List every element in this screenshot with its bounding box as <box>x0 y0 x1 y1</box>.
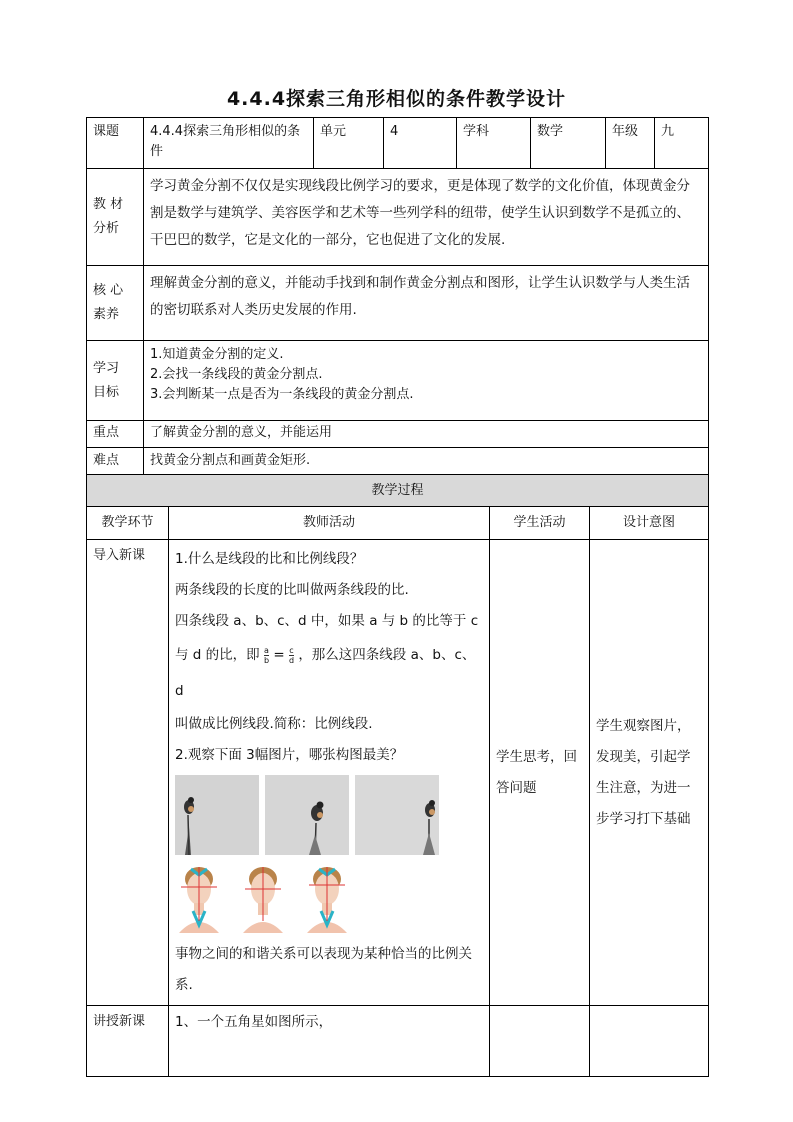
fraction-c-d <box>289 646 294 665</box>
col-stage: 教学环节 <box>87 507 169 540</box>
core-label <box>87 266 144 341</box>
equals: = <box>273 647 285 663</box>
core-label-2: 素养 <box>93 307 120 322</box>
purpose-new <box>590 1006 709 1077</box>
process-table <box>86 474 709 1077</box>
question-2: 2.观察下面 3幅图片，哪张构图最美？ <box>175 747 404 763</box>
fraction-a-b <box>264 646 269 665</box>
stage-intro: 导入新课 <box>87 540 169 1006</box>
goal-item: 1.知道黄金分割的定义. <box>150 347 284 362</box>
teacher-activity-intro <box>169 540 490 1006</box>
numerator: c <box>289 645 294 655</box>
paragraph-with-formula <box>175 637 483 709</box>
goals-label <box>87 341 144 421</box>
denominator: b <box>263 655 270 665</box>
col-teacher: 教师活动 <box>169 507 490 540</box>
difficulty-text: 找黄金分割点和画黄金矩形. <box>144 448 709 476</box>
analysis-label-2: 分析 <box>93 221 120 236</box>
col-purpose: 设计意图 <box>590 507 709 540</box>
analysis-label-1: 教 材 <box>93 197 124 212</box>
bird-images <box>175 775 483 855</box>
unit-value: 4 <box>384 118 457 169</box>
paragraph: 四条线段 a、b、c、d 中，如果 a 与 b 的比等于 c <box>175 613 479 629</box>
bird-photo-3 <box>355 775 439 855</box>
process-header: 教学过程 <box>87 475 709 507</box>
analysis-label <box>87 169 144 266</box>
paragraph: 事物之间的和谐关系可以表现为某种恰当的比例关系. <box>175 946 472 993</box>
core-label-1: 核 心 <box>93 283 124 298</box>
grade-label: 年级 <box>606 118 655 169</box>
numerator: a <box>264 645 269 655</box>
text: ，那么这四条线段 a、b、c、d <box>175 647 476 699</box>
goal-item: 3.会判断某一点是否为一条线段的黄金分割点. <box>150 387 414 402</box>
core-text: 理解黄金分割的意义，并能动手找到和制作黄金分割点和图形，让学生认识数学与人类生活的密切联系对人类历史发展的作用. <box>144 266 709 341</box>
subject-label: 学科 <box>457 118 531 169</box>
analysis-text: 学习黄金分割不仅仅是实现线段比例学习的要求，更是体现了数学的文化价值，体现黄金分割是数学与建筑学、美容医学和艺术等一些列学科的纽带，使学生认识到数学不是孤立的、干巴巴的数学，它是文化的一部分，它也促进了文化的发展. <box>144 169 709 266</box>
stage-new-lesson: 讲授新课 <box>87 1006 169 1077</box>
key-text: 了解黄金分割的意义，并能运用 <box>144 421 709 448</box>
page-title: 4.4.4探索三角形相似的条件教学设计 <box>226 88 567 110</box>
goals-label-1: 学习 <box>93 360 120 376</box>
topic-value: 4.4.4探索三角形相似的条件 <box>144 118 314 169</box>
unit-label: 单元 <box>314 118 384 169</box>
col-student: 学生活动 <box>490 507 590 540</box>
teacher-activity-new: 1、一个五角星如图所示， <box>169 1006 490 1077</box>
paragraph: 叫做成比例线段.简称：比例线段. <box>175 716 373 732</box>
student-activity-intro: 学生思考，回答问题 <box>490 540 590 1006</box>
face-images <box>175 861 483 933</box>
student-activity-new <box>490 1006 590 1077</box>
difficulty-label: 难点 <box>87 448 144 476</box>
grade-value: 九 <box>655 118 709 169</box>
face-illustration-2 <box>239 861 287 933</box>
purpose-intro: 学生观察图片，发现美，引起学生注意，为进一步学习打下基础 <box>590 540 709 1006</box>
question-1: 1.什么是线段的比和比例线段？ <box>175 551 364 567</box>
face-illustration-3 <box>303 861 351 933</box>
topic-label: 课题 <box>87 118 144 169</box>
goals-list <box>144 341 709 421</box>
subject-value: 数学 <box>531 118 606 169</box>
goal-item: 2.会找一条线段的黄金分割点. <box>150 367 323 382</box>
bird-photo-1 <box>175 775 259 855</box>
bird-photo-2 <box>265 775 349 855</box>
info-table <box>86 117 709 476</box>
key-label: 重点 <box>87 421 144 448</box>
paragraph: 两条线段的长度的比叫做两条线段的比. <box>175 582 409 598</box>
denominator: d <box>288 655 295 665</box>
goals-label-2: 目标 <box>93 384 120 400</box>
face-illustration-1 <box>175 861 223 933</box>
text: 与 d 的比，即 <box>175 647 260 663</box>
